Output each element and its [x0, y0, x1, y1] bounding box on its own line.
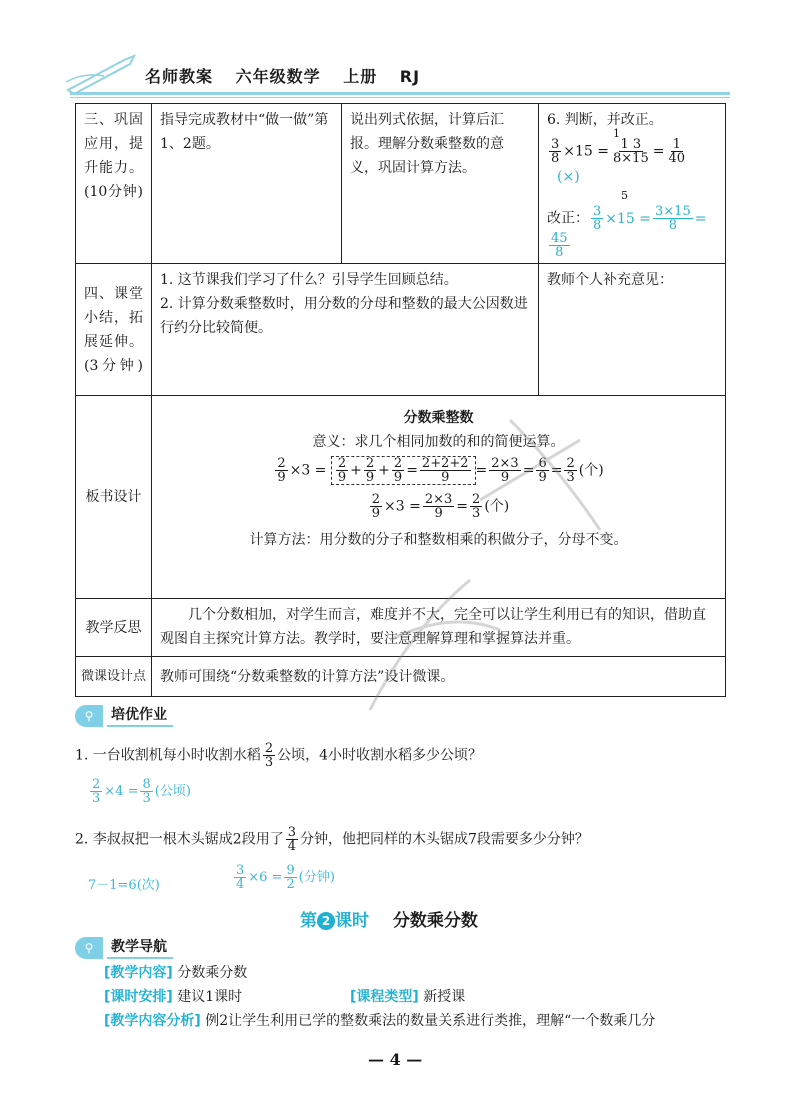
- micro-label: 微课设计点: [76, 657, 152, 697]
- reflection-text: 几个分数相加，对学生而言，难度并不大，完全可以让学生利用已有的知识，借助直观图自主探究计算方法。教学时，要注意理解算理和掌握算法并重。: [152, 599, 726, 657]
- homework-question-2: 2. 李叔叔把一根木头锯成2段用了 $\frac{3}{4}$ 分钟，他把同样的木头锯成7段需要多少分钟？: [75, 825, 589, 854]
- summary-item: 1. 这节课我们学习了什么？引导学生回顾总结。: [160, 272, 458, 288]
- stage4-label: 四、课堂 小结，拓 展延伸。 (3分钟): [76, 264, 152, 396]
- series-name: 名师教案: [145, 67, 214, 86]
- header-rule: [70, 92, 730, 95]
- guide-schedule-row: [课时安排] 建议1课时: [104, 989, 243, 1005]
- header-pencil-decoration-icon: [64, 52, 144, 96]
- board-title: 分数乘整数: [403, 410, 474, 426]
- board-method: 计算方法：用分数的分子和整数相乘的积做分子，分母不变。: [249, 532, 628, 548]
- homework-answer-2b: $\frac{3}{4}$ ×6 = $\frac{9}{2}$ (分钟): [236, 863, 335, 892]
- board-meaning: 意义：求几个相同加数的和的简便运算。: [312, 434, 565, 450]
- stage4-summary: [152, 264, 539, 396]
- board-label: 板书设计: [76, 396, 152, 599]
- watermark-graphic: [330, 380, 630, 740]
- page-number: — 4 —: [368, 1050, 423, 1069]
- table-row-stage4: [76, 264, 726, 396]
- header-rule-thin: [70, 97, 730, 98]
- guide-type-row: [课程类型] 新授课: [350, 989, 466, 1005]
- reflection-label: 教学反思: [76, 599, 152, 657]
- teacher-note: 教师个人补充意见：: [539, 264, 726, 396]
- stage3-teacher-activity: 指导完成教材中“做一做”第1、2题。: [152, 104, 342, 264]
- location-pin-icon: ⚲: [75, 705, 103, 727]
- board-formula-addition: $\frac{2}{9}$ ×3 = $\frac{2}{9}$ + $\frac{2}{9}$ + $\frac{2}{9}$ = $\frac{2+2+2}{9}$ = $\frac{2\times 3}{9}$ = $\frac{6}{9}$ = $\frac{2}{3}$ (个): [277, 456, 604, 485]
- grade-subject: 六年级数学: [235, 67, 321, 86]
- stage3-student-activity: 说出列式依据，计算后汇报。理解分数乘整数的意义，巩固计算方法。: [342, 104, 539, 264]
- wrong-mark: (×): [557, 169, 580, 185]
- homework-question-1: 1. 一台收割机每小时收割水稻 $\frac{2}{3}$ 公顷，4小时收割水稻多少公顷？: [75, 741, 483, 770]
- homework-answer-1: $\frac{2}{3}$ ×4 = $\frac{8}{3}$ (公顷): [92, 777, 191, 806]
- location-pin-icon: ⚲: [75, 937, 103, 959]
- board-formula-cancel: $\frac{2}{9}$ ×3 = $\frac{2\times 3}{9}$ = $\frac{2}{3}$ (个): [371, 492, 510, 521]
- corrected-calculation: 改正： $\frac{3}{8}$ ×15 = $\frac{3\times 15}{8}$ = $\frac{45}{8}$: [547, 204, 707, 260]
- repeated-addition-box: $\frac{2}{9}$ + $\frac{2}{9}$ + $\frac{2}{9}$ = $\frac{2+2+2}{9}$: [331, 456, 476, 485]
- wrong-calculation: 1 $\frac{3}{8}$ ×15 = $\frac{1 3}{8\times 15}$ = $\frac{1}{40}$ (×) 5: [551, 127, 686, 202]
- stage3-label: 三、巩固 应用，提 升能力。 (10分钟): [76, 104, 152, 264]
- summary-item: 2. 计算分数乘整数时，用分数的分母和整数的最大公因数进行约分比较简便。: [160, 296, 528, 336]
- lesson-title: 分数乘分数: [392, 911, 478, 931]
- micro-text: 教师可围绕“分数乘整数的计算方法”设计微课。: [152, 657, 726, 697]
- homework-tag: ⚲ 培优作业: [75, 704, 173, 727]
- volume: 上册: [343, 67, 378, 86]
- guide-tag: ⚲ 教学导航: [75, 936, 173, 959]
- edition: RJ: [399, 67, 421, 86]
- lesson-number-badge: 2: [317, 912, 335, 930]
- homework-answer-2a: 7－1=6(次): [88, 878, 160, 893]
- table-row-stage3: [76, 104, 726, 264]
- exercise-title: 6. 判断，并改正。: [547, 112, 663, 128]
- guide-content-row: [教学内容] 分数乘分数: [104, 965, 248, 981]
- stage3-exercise: [539, 104, 726, 264]
- guide-analysis-row: [教学内容分析] 例2让学生利用已学的整数乘法的数量关系进行类推，理解“一个数乘几分: [104, 1013, 656, 1029]
- lesson-heading: 第 2 课时 分数乘分数: [300, 911, 478, 931]
- page-header: [145, 64, 436, 87]
